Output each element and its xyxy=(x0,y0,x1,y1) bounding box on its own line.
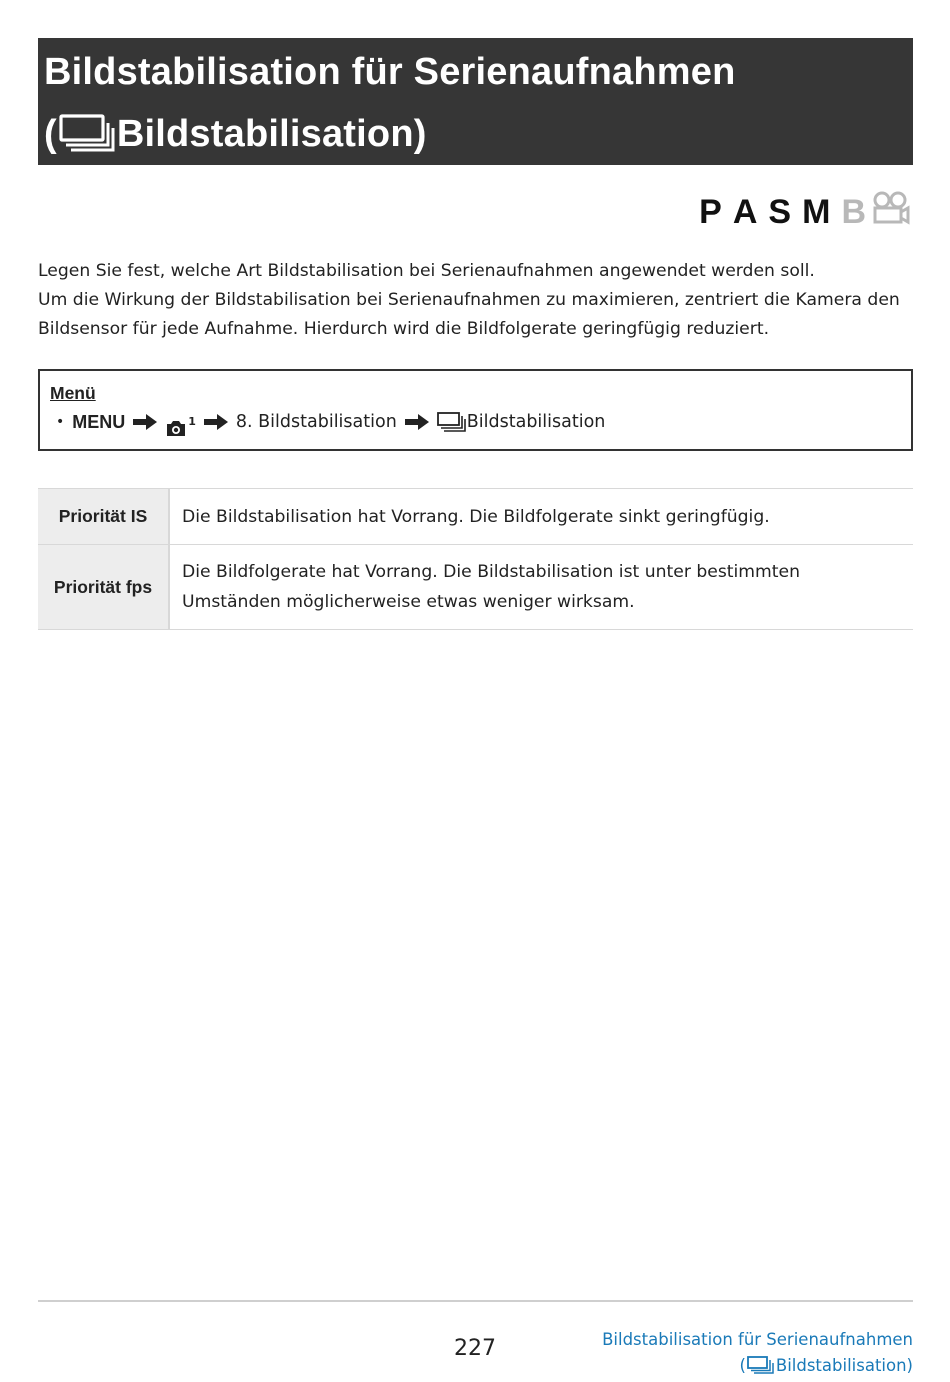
option-value: Die Bildstabilisation hat Vorrang. Die Bildfolgerate sinkt geringfügig. xyxy=(169,489,913,545)
sequential-shooting-icon xyxy=(747,1356,775,1382)
page-number: 227 xyxy=(454,1336,496,1361)
menu-step-label: 8. Bildstabilisation xyxy=(235,412,397,432)
footer-link-line-2[interactable] xyxy=(602,1353,913,1382)
intro-line-1: Legen Sie fest, welche Art Bildstabilisation bei Serienaufnahmen angewendet werden soll. xyxy=(38,261,815,281)
title-text: Bildstabilisation) xyxy=(116,113,427,155)
footer-divider xyxy=(38,1300,913,1302)
table-row xyxy=(38,489,913,545)
footer-link-text[interactable]: Bildstabilisation) xyxy=(775,1356,913,1375)
camera-tab-icon xyxy=(165,407,196,437)
page-title xyxy=(38,38,913,165)
option-value: Die Bildfolgerate hat Vorrang. Die Bildstabilisation ist unter bestimmten Umständen möglicherweise etwas weniger wirksam. xyxy=(169,545,913,630)
title-line-2 xyxy=(44,103,913,171)
bullet: • xyxy=(56,414,65,430)
sequential-shooting-icon xyxy=(59,109,115,171)
menu-label: MENU xyxy=(72,412,126,432)
mode-m: M xyxy=(802,192,831,231)
menu-heading: Menü xyxy=(50,383,96,403)
menu-final-label: Bildstabilisation xyxy=(466,412,606,432)
arrow-right-icon xyxy=(405,414,429,430)
title-line-1: Bildstabilisation für Serienaufnahmen xyxy=(44,51,736,93)
shooting-modes xyxy=(688,192,910,232)
movie-camera-icon xyxy=(872,191,910,234)
menu-path-box xyxy=(38,369,913,451)
footer-link-line-1[interactable]: Bildstabilisation für Serienaufnahmen xyxy=(602,1330,913,1349)
camera-tab-number: 1 xyxy=(188,415,196,428)
intro-line-2: Um die Wirkung der Bildstabilisation bei Serienaufnahmen zu maximieren, zentriert die Kamera den Bildsensor für jede Aufnahme. Hierdurch wird die Bildfolgerate geringfügig reduziert. xyxy=(38,290,900,339)
menu-path xyxy=(50,407,901,437)
intro-text xyxy=(38,257,913,344)
mode-a: A xyxy=(732,192,758,231)
sequential-shooting-icon xyxy=(437,412,467,432)
option-key: Priorität IS xyxy=(38,489,169,545)
mode-p: P xyxy=(699,192,722,231)
footer-link-paren: ( xyxy=(739,1356,746,1375)
mode-b: B xyxy=(841,192,866,231)
mode-s: S xyxy=(768,192,792,231)
options-table xyxy=(38,488,913,630)
option-key: Priorität fps xyxy=(38,545,169,630)
arrow-right-icon xyxy=(204,414,228,430)
table-row xyxy=(38,545,913,630)
title-paren: ( xyxy=(44,113,57,155)
arrow-right-icon xyxy=(133,414,157,430)
